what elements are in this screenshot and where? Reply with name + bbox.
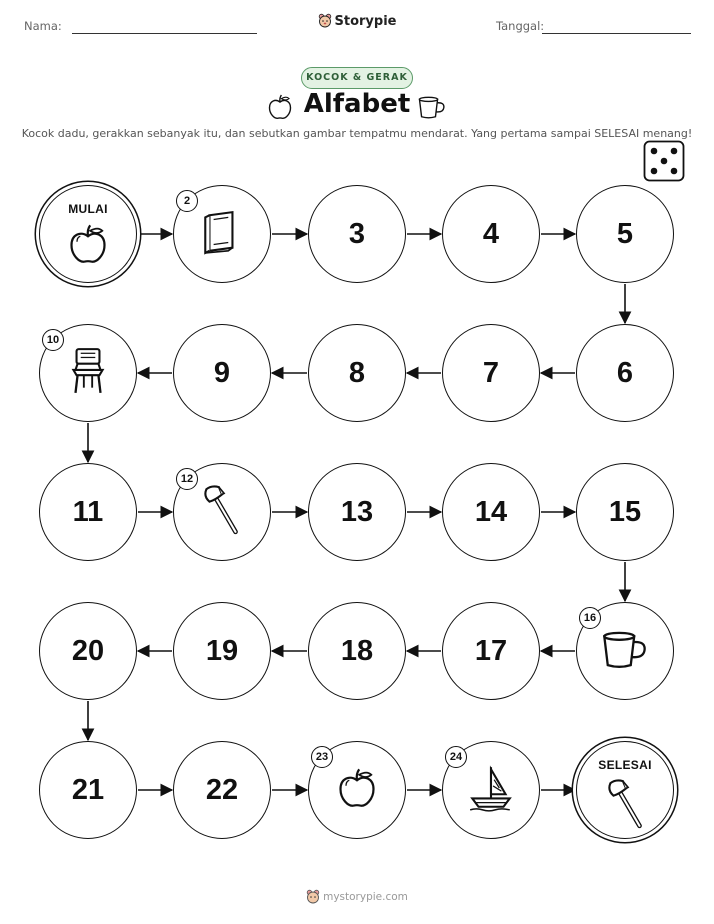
book-icon [201, 209, 243, 259]
space-number: 8 [348, 356, 366, 389]
board-space-15 [576, 463, 674, 561]
finish-space [576, 741, 674, 839]
footer-url: mystorypie.com [323, 891, 408, 903]
space-number: 9 [213, 356, 231, 389]
space-number: 7 [482, 356, 500, 389]
game-type-badge: KOCOK & GERAK [301, 67, 413, 89]
space-number: 17 [474, 634, 508, 667]
space-number-badge: 24 [445, 746, 467, 768]
space-number: 4 [482, 217, 500, 250]
storypie-logo-icon [306, 889, 320, 907]
board-space-4 [442, 185, 540, 283]
board-space-13 [308, 463, 406, 561]
board-space-7 [442, 324, 540, 422]
space-number: 22 [205, 773, 239, 806]
chair-icon [67, 346, 109, 400]
space-number: 6 [616, 356, 634, 389]
board-space-3 [308, 185, 406, 283]
space-number: 14 [474, 495, 508, 528]
board-space-18 [308, 602, 406, 700]
board-space-17 [442, 602, 540, 700]
brand-name: Storypie [334, 14, 397, 29]
board-space-9 [173, 324, 271, 422]
board-space-5 [576, 185, 674, 283]
space-number: 11 [72, 495, 104, 528]
space-number: 19 [205, 634, 239, 667]
apple-icon [66, 222, 110, 270]
space-number: 13 [340, 495, 374, 528]
axe-icon [199, 484, 245, 540]
board-space-20 [39, 602, 137, 700]
axe-icon [603, 778, 649, 834]
space-number: 18 [340, 634, 374, 667]
instructions: Kocok dadu, gerakkan sebanyak itu, dan sebutkan gambar tempatmu mendarat. Yang pertama sampai SELESAI menang! [21, 127, 693, 140]
board-space-21 [39, 741, 137, 839]
space-number: 5 [616, 217, 634, 250]
start-space [39, 185, 137, 283]
space-number: 21 [71, 773, 105, 806]
finish-label: SELESAI [598, 758, 652, 772]
board-space-11 [39, 463, 137, 561]
space-number-badge: 23 [311, 746, 333, 768]
space-number-badge: 2 [176, 190, 198, 212]
board-space-8 [308, 324, 406, 422]
start-label: MULAI [68, 202, 108, 216]
cup-icon [598, 626, 652, 676]
space-number: 20 [71, 634, 105, 667]
name-label: Nama: [24, 19, 62, 33]
boat-icon [468, 763, 514, 817]
board-space-14 [442, 463, 540, 561]
board-space-22 [173, 741, 271, 839]
apple-icon [335, 766, 379, 814]
board-space-6 [576, 324, 674, 422]
space-number-badge: 10 [42, 329, 64, 351]
space-number-badge: 16 [579, 607, 601, 629]
page-title: Alfabet [303, 89, 411, 119]
date-label: Tanggal: [496, 19, 545, 33]
space-number-badge: 12 [176, 468, 198, 490]
space-number: 15 [608, 495, 642, 528]
space-number: 3 [348, 217, 366, 250]
footer [0, 889, 714, 907]
board-space-19 [173, 602, 271, 700]
